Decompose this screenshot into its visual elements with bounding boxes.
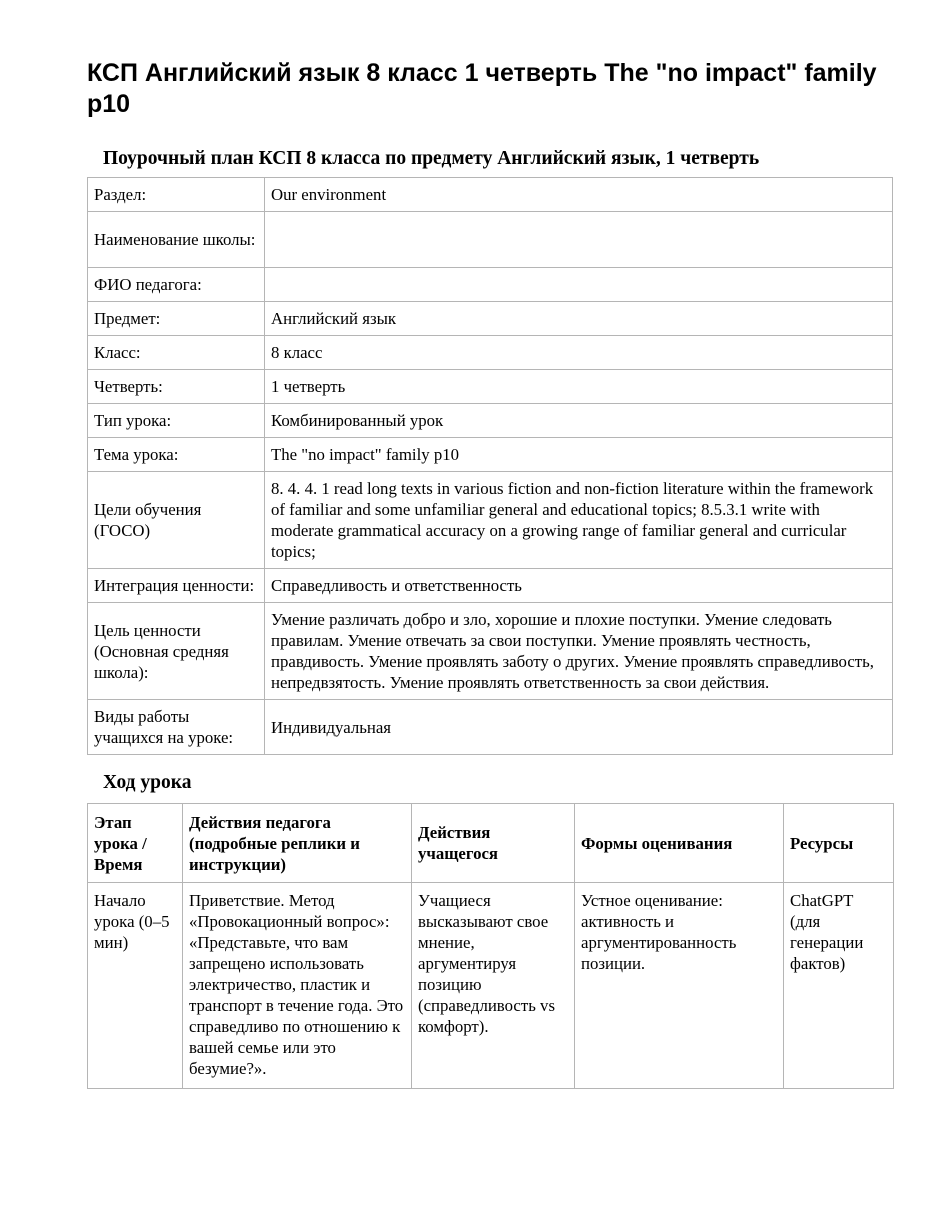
info-label: Интеграция ценности: bbox=[88, 569, 265, 603]
info-label: Цель ценности (Основная средняя школа): bbox=[88, 603, 265, 700]
document-title: КСП Английский язык 8 класс 1 четверть The "no impact" family p10 bbox=[87, 59, 877, 118]
table-row bbox=[88, 438, 893, 472]
info-value bbox=[265, 212, 893, 268]
table-header-row bbox=[88, 804, 894, 883]
column-header: Действия учащегося bbox=[412, 804, 575, 883]
info-value: Справедливость и ответственность bbox=[265, 569, 893, 603]
lesson-progress-table bbox=[87, 803, 894, 1089]
table-cell: Устное оценивание: активность и аргументированность позиции. bbox=[575, 883, 784, 1089]
table-row bbox=[88, 370, 893, 404]
table-row bbox=[88, 336, 893, 370]
table-cell: ChatGPT (для генерации фактов) bbox=[784, 883, 894, 1089]
info-label: ФИО педагога: bbox=[88, 268, 265, 302]
info-label: Цели обучения (ГОСО) bbox=[88, 472, 265, 569]
table-row bbox=[88, 178, 893, 212]
info-label: Наименование школы: bbox=[88, 212, 265, 268]
column-header: Ресурсы bbox=[784, 804, 894, 883]
table-row bbox=[88, 603, 893, 700]
info-value: 1 четверть bbox=[265, 370, 893, 404]
info-label: Тип урока: bbox=[88, 404, 265, 438]
info-label: Раздел: bbox=[88, 178, 265, 212]
table-row bbox=[88, 302, 893, 336]
column-header: Действия педагога (подробные реплики и инструкции) bbox=[183, 804, 412, 883]
info-label: Тема урока: bbox=[88, 438, 265, 472]
info-value: Индивидуальная bbox=[265, 700, 893, 755]
info-value: Our environment bbox=[265, 178, 893, 212]
info-label: Виды работы учащихся на уроке: bbox=[88, 700, 265, 755]
table-row bbox=[88, 883, 894, 1089]
table-cell: Приветствие. Метод «Провокационный вопрос»: «Представьте, что вам запрещено использовать электричество, пластик и транспорт в течение года. Это справедливо по отношению к вашей семье или это безумие?». bbox=[183, 883, 412, 1089]
table-row bbox=[88, 472, 893, 569]
info-value: 8 класс bbox=[265, 336, 893, 370]
document-page bbox=[87, 58, 893, 1089]
info-value: Комбинированный урок bbox=[265, 404, 893, 438]
info-value bbox=[265, 268, 893, 302]
info-value: Умение различать добро и зло, хорошие и плохие поступки. Умение следовать правилам. Умение отвечать за свои поступки. Умение проявлять честность, правдивость. Умение проявлять заботу о других. Умение проявлять справедливость, непредвзятость. Умение проявлять ответственность за свои действия. bbox=[265, 603, 893, 700]
table-row bbox=[88, 700, 893, 755]
info-value: The "no impact" family p10 bbox=[265, 438, 893, 472]
plan-heading: Поурочный план КСП 8 класса по предмету Английский язык, 1 четверть bbox=[103, 148, 760, 169]
table-row bbox=[88, 212, 893, 268]
info-label: Четверть: bbox=[88, 370, 265, 404]
info-label: Предмет: bbox=[88, 302, 265, 336]
table-cell: Учащиеся высказывают свое мнение, аргументируя позицию (справедливость vs комфорт). bbox=[412, 883, 575, 1089]
info-value: 8. 4. 4. 1 read long texts in various fiction and non-fiction literature within the framework of familiar and some unfamiliar general and educational topics; 8.5.3.1 write with moderate grammatical accuracy on a growing range of familiar general and curricular topics; bbox=[265, 472, 893, 569]
lesson-info-table bbox=[87, 177, 893, 755]
column-header: Формы оценивания bbox=[575, 804, 784, 883]
table-row bbox=[88, 569, 893, 603]
column-header: Этап урока / Время bbox=[88, 804, 183, 883]
table-row bbox=[88, 404, 893, 438]
table-cell: Начало урока (0–5 мин) bbox=[88, 883, 183, 1089]
lesson-heading: Ход урока bbox=[103, 772, 192, 793]
table-row bbox=[88, 268, 893, 302]
info-label: Класс: bbox=[88, 336, 265, 370]
info-value: Английский язык bbox=[265, 302, 893, 336]
